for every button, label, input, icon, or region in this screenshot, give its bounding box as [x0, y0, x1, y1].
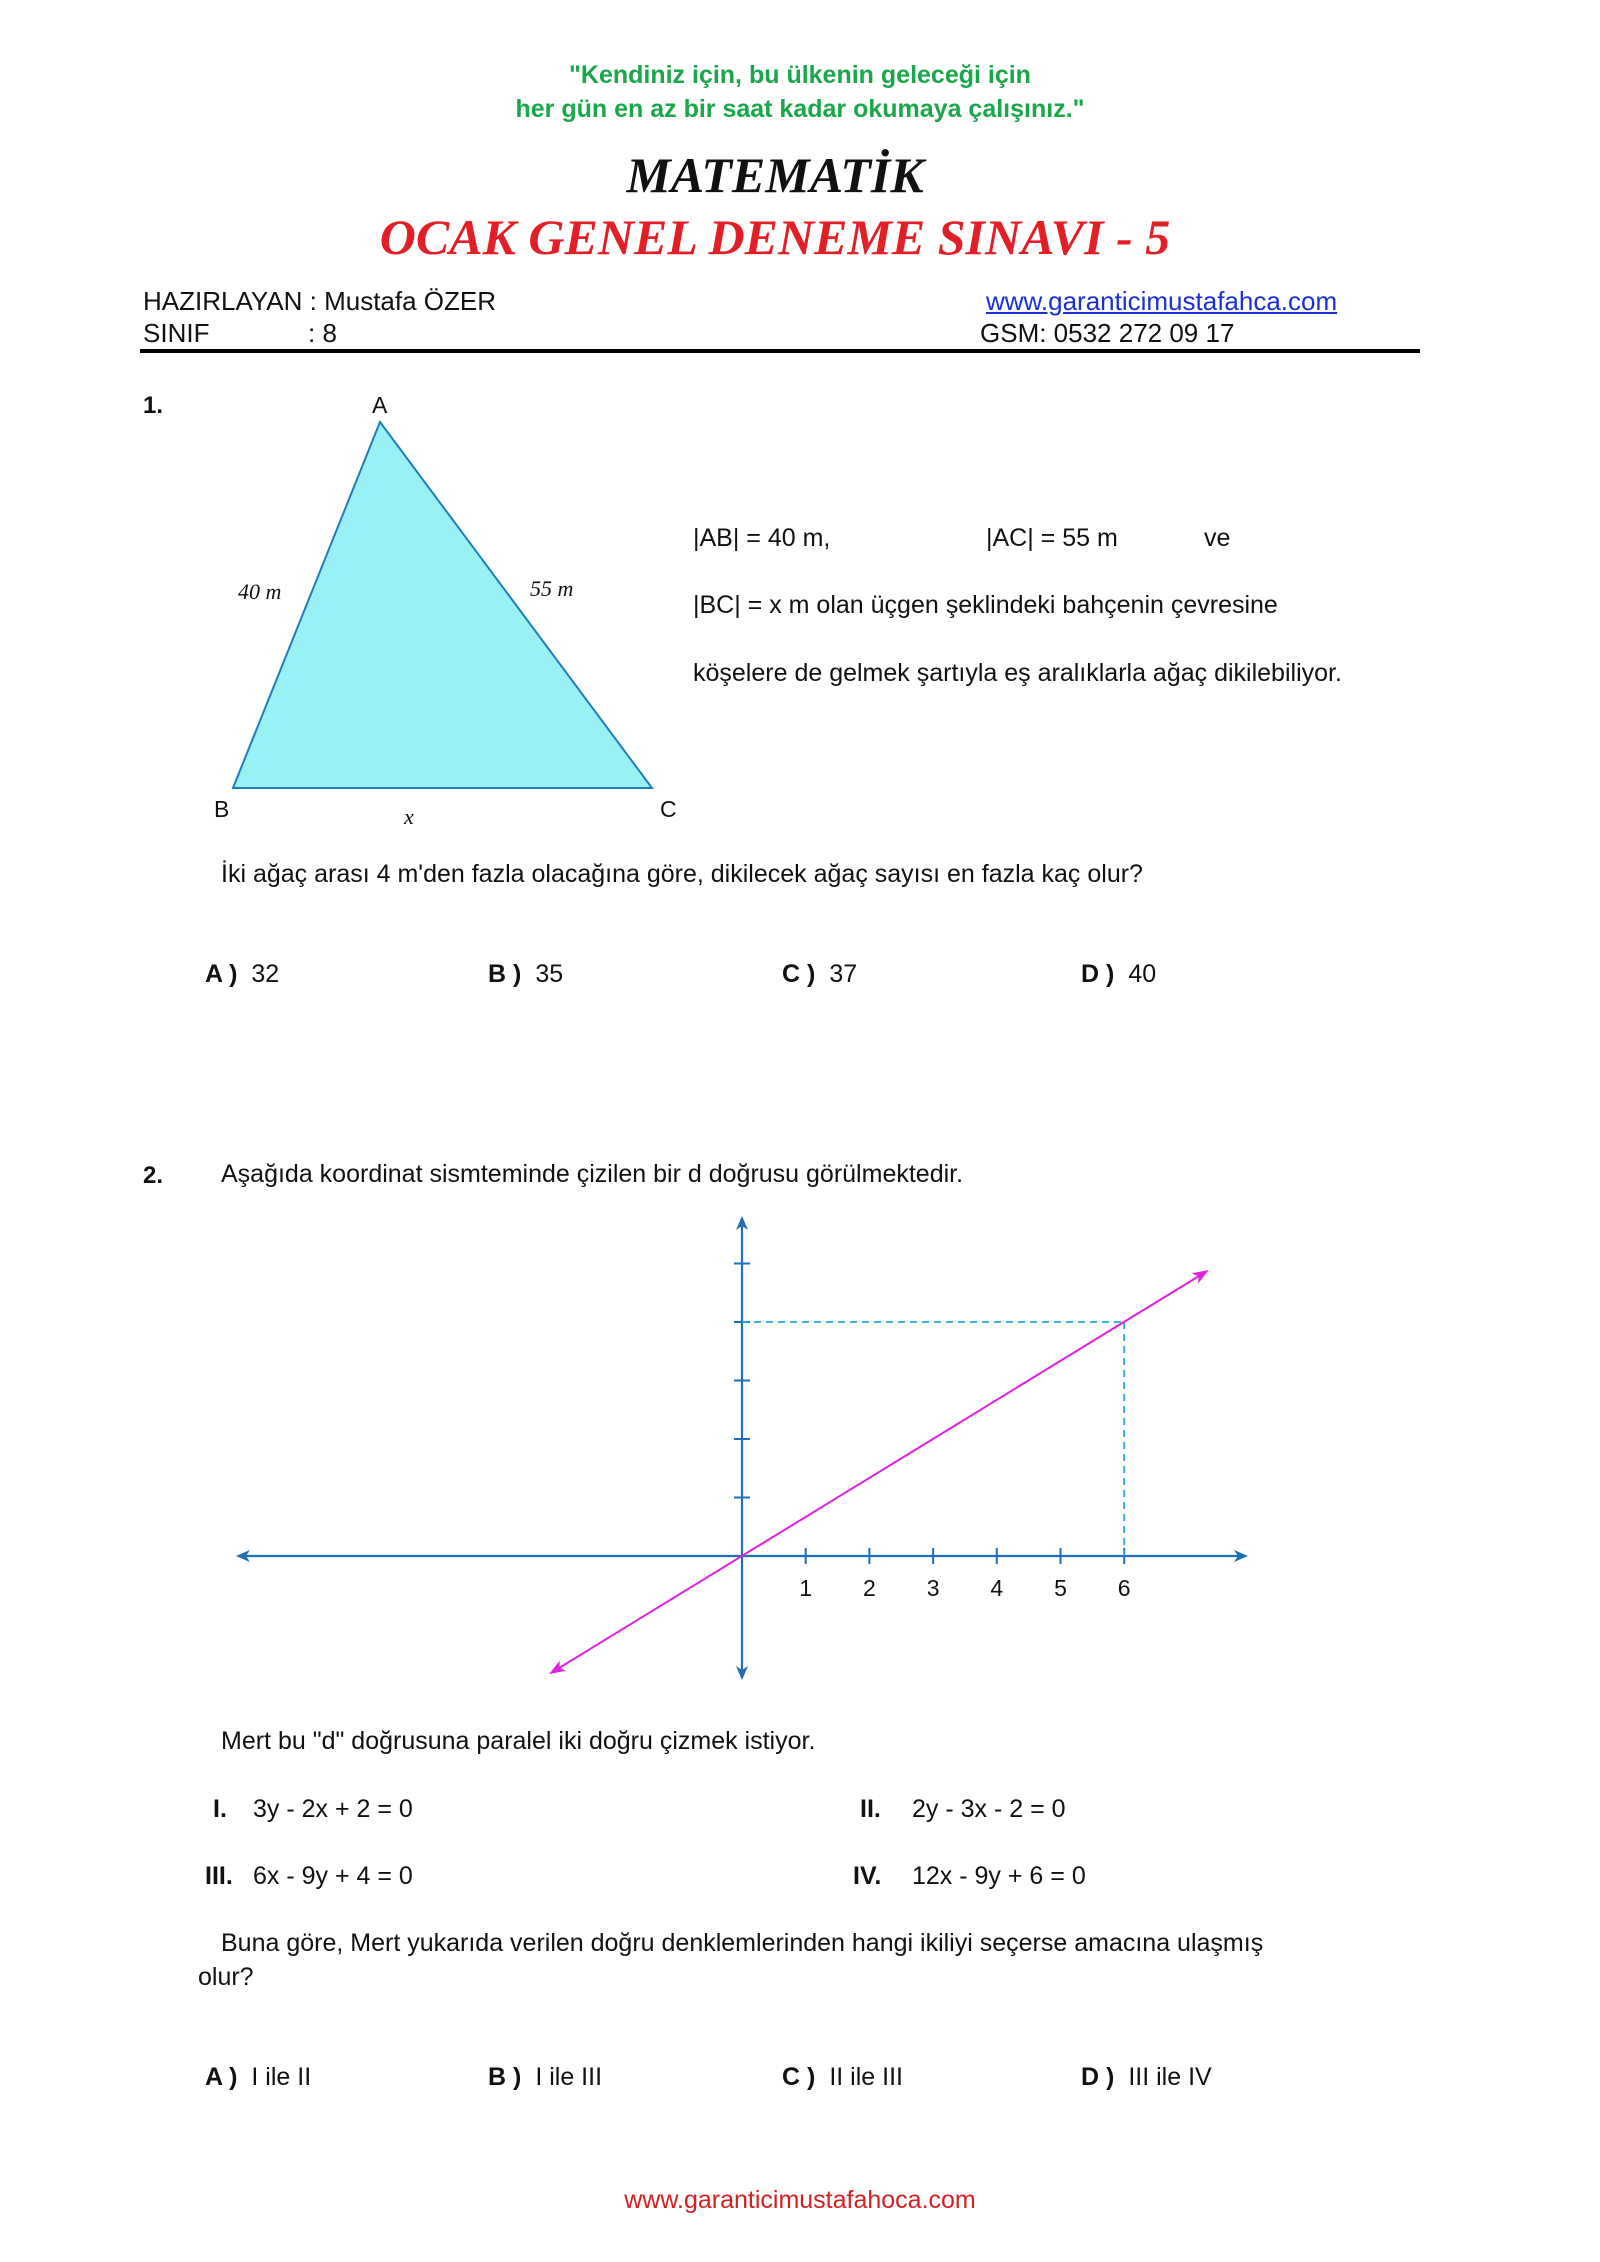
motto-line-1: "Kendiniz için, bu ülkenin geleceği için: [569, 61, 1031, 89]
axes-group: [238, 1218, 1246, 1678]
equation-2: II. 2y - 3x - 2 = 0: [860, 1795, 1066, 1823]
side-ac-label: 55 m: [530, 576, 574, 601]
x-tick-label: 4: [990, 1575, 1004, 1601]
line-d: [551, 1271, 1207, 1673]
class-label: SINIF: [143, 318, 210, 348]
q1-option-d[interactable]: D ) 40: [1081, 960, 1157, 988]
x-tick-label: 5: [1054, 1575, 1067, 1601]
class-value: : 8: [308, 318, 337, 348]
q2-ask-line2: olur?: [198, 1963, 254, 1991]
q2-option-b[interactable]: B ) I ile III: [488, 2063, 603, 2091]
side-bc-label: x: [404, 804, 414, 829]
x-tick-label: 2: [863, 1575, 876, 1601]
q2-option-d[interactable]: D ) III ile IV: [1081, 2063, 1212, 2091]
q1-option-b[interactable]: B ) 35: [488, 960, 564, 988]
author-label: HAZIRLAYAN : Mustafa ÖZER: [143, 286, 497, 316]
side-ab-label: 40 m: [238, 579, 282, 604]
line-d-lower: [551, 1472, 879, 1673]
gsm-number: GSM: 0532 272 09 17: [980, 318, 1235, 348]
vertex-b-label: B: [214, 796, 230, 822]
equation-3: III. 6x - 9y + 4 = 0: [205, 1862, 413, 1890]
q2-ask-line1: Buna göre, Mert yukarıda verilen doğru denklemlerinden hangi ikiliyi seçerse amacına ulaşmış: [221, 1929, 1264, 1957]
q2-option-a[interactable]: A ) I ile II: [205, 2063, 312, 2091]
q1-option-c[interactable]: C ) 37: [782, 960, 858, 988]
q2-coordinate-chart: [0, 1200, 1600, 1700]
website-link[interactable]: www.garanticimustafahca.com: [986, 286, 1338, 316]
exam-title: OCAK GENEL DENEME SINAVI - 5: [379, 209, 1171, 265]
q1-number: 1.: [143, 392, 164, 419]
q1-triangle-figure: [0, 0, 1600, 880]
line-d-upper: [879, 1271, 1207, 1472]
x-tick-labels: [799, 1575, 1130, 1601]
q2-question: Mert bu "d" doğrusuna paralel iki doğru çizmek istiyor.: [221, 1727, 816, 1755]
x-tick-label: 3: [926, 1575, 940, 1601]
q1-info-line2: |BC| = x m olan üçgen şeklindeki bahçenin çevresine: [693, 591, 1278, 619]
equation-1: I. 3y - 2x + 2 = 0: [213, 1795, 413, 1823]
vertex-a-label: A: [372, 392, 388, 418]
vertex-c-label: C: [660, 796, 677, 822]
x-tick-label: 1: [799, 1575, 813, 1601]
q1-info-ab: |AB| = 40 m,: [693, 524, 831, 552]
x-tick-label: 6: [1117, 1575, 1131, 1601]
footer-website: www.garanticimustafahoca.com: [624, 2186, 976, 2214]
q1-info-line3: köşelere de gelmek şartıyla eş aralıklarla ağaç dikilebiliyor.: [693, 659, 1342, 687]
q1-info-ac: |AC| = 55 m: [986, 524, 1118, 552]
q1-info-ve: ve: [1204, 524, 1231, 552]
q2-number: 2.: [143, 1162, 164, 1189]
q1-option-a[interactable]: A ) 32: [205, 960, 280, 988]
motto-line-2: her gün en az bir saat kadar okumaya çalışınız.": [515, 95, 1085, 123]
q1-question: İki ağaç arası 4 m'den fazla olacağına göre, dikilecek ağaç sayısı en fazla kaç olur?: [221, 860, 1143, 888]
q2-option-c[interactable]: C ) II ile III: [782, 2063, 903, 2091]
subject-title: MATEMATİK: [626, 147, 924, 203]
equation-4: IV. 12x - 9y + 6 = 0: [853, 1862, 1086, 1890]
q1-triangle: [233, 422, 652, 788]
q2-intro: Aşağıda koordinat sismteminde çizilen bir d doğrusu görülmektedir.: [221, 1160, 964, 1188]
